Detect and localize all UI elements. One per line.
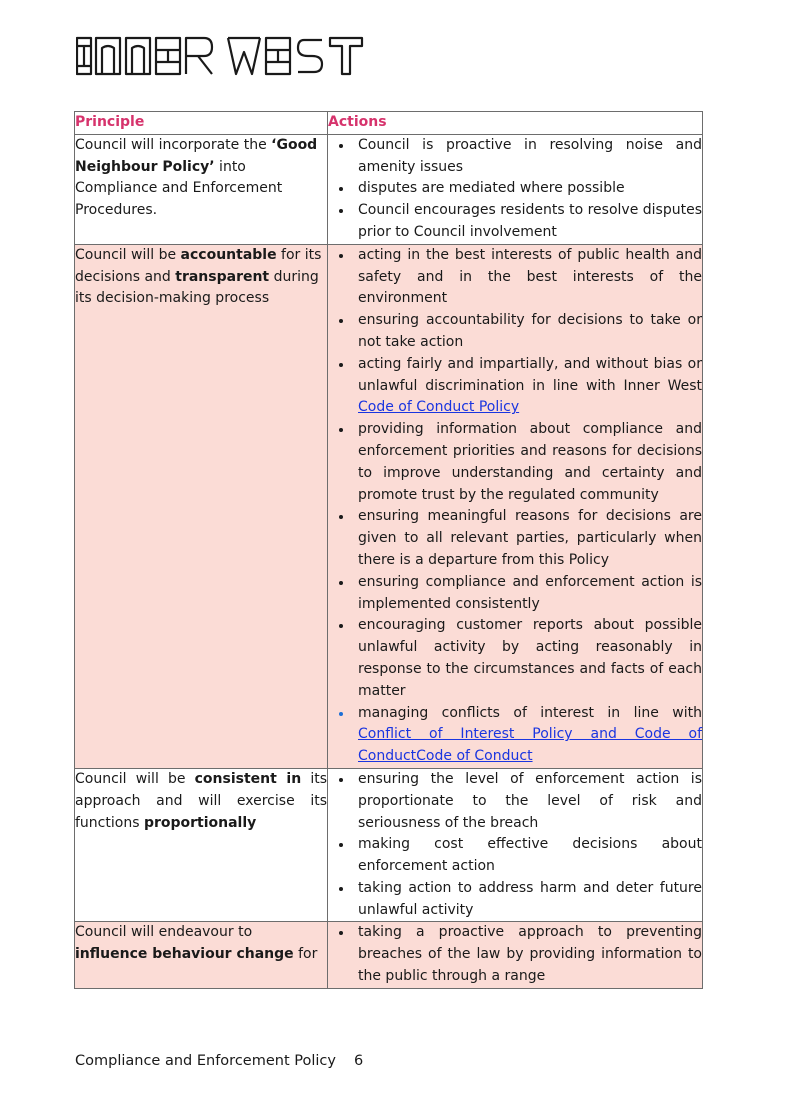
list-item: ensuring meaningful reasons for decisions are given to all relevant parties, particularly when there is a departure from this Policy bbox=[328, 506, 702, 571]
actions-cell bbox=[328, 922, 703, 988]
list-item: disputes are mediated where possible bbox=[328, 178, 702, 200]
list-item: making cost effective decisions about enforcement action bbox=[328, 834, 702, 878]
header-actions: Actions bbox=[328, 112, 703, 135]
actions-list bbox=[328, 769, 702, 922]
actions-cell bbox=[328, 244, 703, 768]
principle-emphasis: accountable bbox=[180, 246, 277, 263]
table-row bbox=[75, 134, 703, 244]
principle-text: into Compliance and Enforcement Procedures. bbox=[75, 158, 283, 219]
conflict-of-interest-link[interactable]: Conflict of Interest Policy and Code of ConductCode of Conduct bbox=[358, 726, 702, 765]
actions-cell bbox=[328, 134, 703, 244]
principle-text: Council will be bbox=[75, 246, 181, 263]
list-item: ensuring accountability for decisions to take or not take action bbox=[328, 310, 702, 354]
list-item: ensuring compliance and enforcement action is implemented consistently bbox=[328, 572, 702, 616]
principles-table bbox=[74, 111, 703, 989]
principle-emphasis: proportionally bbox=[143, 814, 257, 831]
principle-cell bbox=[75, 134, 328, 244]
list-item bbox=[328, 354, 702, 419]
list-item bbox=[328, 703, 702, 768]
list-item: providing information about compliance and enforcement priorities and reasons for decisions to improve understanding and certainty and promote trust by the regulated community bbox=[328, 419, 702, 506]
inner-west-logo bbox=[76, 36, 368, 76]
principle-text: for bbox=[293, 946, 318, 963]
table-row bbox=[75, 244, 703, 768]
principle-text: its approach and will exercise its functions bbox=[75, 770, 327, 831]
principle-cell bbox=[75, 768, 328, 922]
actions-cell bbox=[328, 768, 703, 922]
list-item: acting in the best interests of public health and safety and in the best interests of the environment bbox=[328, 245, 702, 310]
list-item: ensuring the level of enforcement action is proportionate to the level of risk and seriousness of the breach bbox=[328, 769, 702, 834]
principle-cell bbox=[75, 244, 328, 768]
principle-text: Council will be bbox=[75, 770, 195, 787]
principle-emphasis: consistent in bbox=[194, 770, 302, 787]
list-item-text: acting fairly and impartially, and without bias or unlawful discrimination in line with Inner West bbox=[358, 355, 702, 394]
table-row bbox=[75, 922, 703, 988]
logo-wordmark-icon bbox=[76, 36, 368, 76]
principle-emphasis: ‘Good Neighbour Policy’ bbox=[75, 136, 318, 175]
header-principle: Principle bbox=[75, 112, 328, 135]
principle-text: Council will incorporate the bbox=[75, 136, 272, 153]
principle-text: during its decision-making process bbox=[75, 268, 319, 307]
code-of-conduct-link[interactable]: Code of Conduct Policy bbox=[358, 399, 520, 416]
list-item: taking action to address harm and deter future unlawful activity bbox=[328, 878, 702, 922]
page-footer bbox=[75, 1053, 363, 1069]
actions-list bbox=[328, 135, 702, 244]
page-number: 6 bbox=[353, 1053, 364, 1069]
list-item-text: managing conflicts of interest in line with bbox=[358, 704, 702, 721]
table-header-row bbox=[75, 112, 703, 135]
principle-emphasis: transparent bbox=[175, 268, 270, 285]
principle-emphasis: influence behaviour change bbox=[75, 946, 294, 963]
actions-list bbox=[328, 245, 702, 768]
principle-cell bbox=[75, 922, 328, 988]
footer-title: Compliance and Enforcement Policy bbox=[75, 1053, 336, 1069]
table-row bbox=[75, 768, 703, 922]
list-item: Council is proactive in resolving noise and amenity issues bbox=[328, 135, 702, 179]
list-item: encouraging customer reports about possible unlawful activity by acting reasonably in response to the circumstances and facts of each matter bbox=[328, 615, 702, 702]
list-item: Council encourages residents to resolve disputes prior to Council involvement bbox=[328, 200, 702, 244]
list-item: taking a proactive approach to preventing breaches of the law by providing information to the public through a range bbox=[328, 922, 702, 987]
principle-text: Council will endeavour to bbox=[75, 924, 253, 941]
actions-list bbox=[328, 922, 702, 987]
principle-text: for its decisions and bbox=[75, 246, 322, 285]
